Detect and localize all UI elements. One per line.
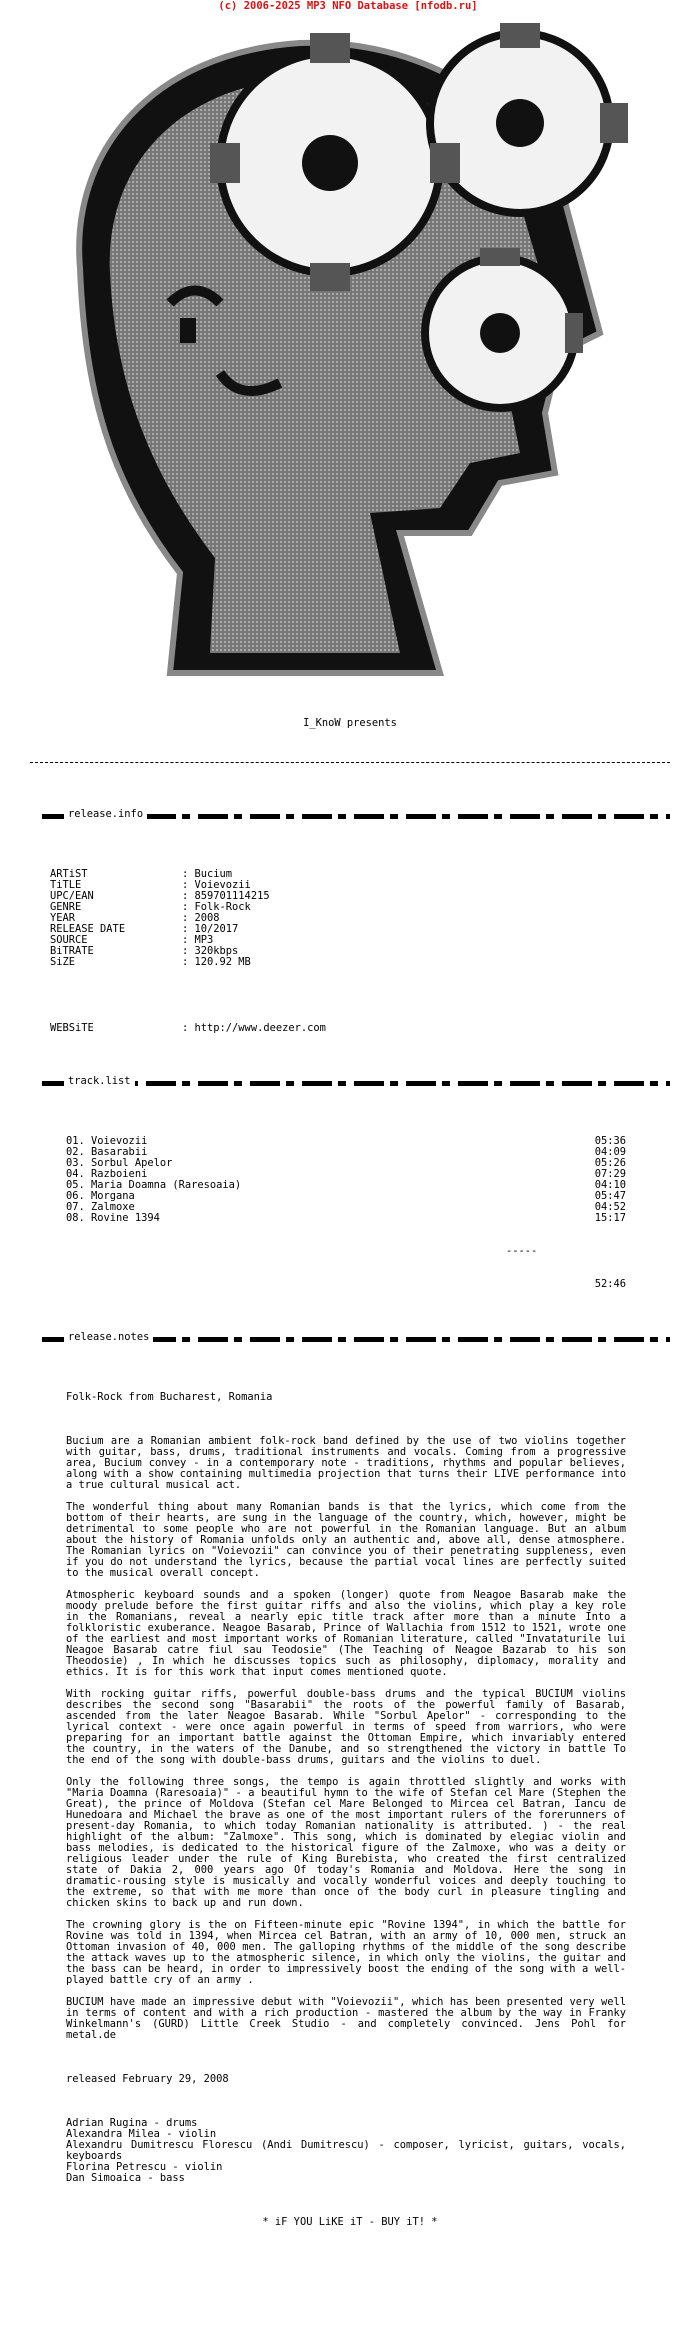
track-duration: 04:10 <box>594 1179 626 1191</box>
notes-subtitle: Folk-Rock from Bucharest, Romania <box>66 1391 273 1403</box>
track-title: 08. Rovine 1394 <box>66 1212 160 1224</box>
info-key: GENRE <box>50 901 82 913</box>
section-track-list <box>30 1073 670 1095</box>
release-notes-body <box>30 1436 670 2041</box>
info-key: SOURCE <box>50 934 88 946</box>
release-info-row <box>30 913 670 924</box>
notes-paragraph: Only the following three songs, the tempo is again throttled slightly and works with "Maria Doamna (Raresoaia)" - a beautiful hymn to the wife of Stefan cel Mare (Stephen the Great), the prince of Moldova (Stefan cel Mare Belonged to Mircea cel Batran, Iancu de Hunedoara and Michael the brave as one of the most important rulers of the forerunners of present-day Romania, to which today Romanian nationality is attributed. ) - the real highlight of the album: "Zalmoxe". This song, which is dominated by elegiac violin and bass melodies, is dedicated to the historical figure of the Zalmoxe, who was a deity or religious leader under the rule of King Burebista, who created the first centralized state of Dakia 2, 000 years ago Of today's Romania and Moldova. Here the song in dramatic-rousing style is musically and vocally wonderful voices and deeply touching to the extreme, so that with me more than once of the body curl in pleasure tingling and chicken skins to back up and run down. <box>66 1776 626 1909</box>
notes-paragraph: Atmospheric keyboard sounds and a spoken (longer) quote from Neagoe Basarab make the moody prelude before the first guitar riffs and also the violins, which play a key role in the Romanians, reveal a nearly epic title track after more than a minute Into a folkloristic exuberance. Neagoe Basarab, Prince of Wallachia from 1512 to 1521, wrote one of the earliest and most important works of Romanian literature, called "Invataturile lui Neagoe Basarab catre fiul sau Teodosie" (The Teaching of Neagoe Bazarab to his son Theodosie) , In which he discusses topics such as philosophy, diplomacy, morality and ethics. It is for this work that input comes mentioned quote. <box>66 1589 626 1678</box>
total-duration: 52:46 <box>594 1278 626 1290</box>
notes-paragraph: The wonderful thing about many Romanian bands is that the lyrics, which come from the bottom of their hearts, are sung in the language of the country, which, however, might be detrimental to some people who are not powerful in the Romanian language. But an album about the history of Romania unfolds only an authentic and, above all, dense atmosphere. The Romanian lyrics on "Voievozii" can convince you of their penetrating suppleness, even if you do not understand the lyrics, because the partial vocal lines are perfectly suited to the musical overall concept. <box>66 1501 626 1579</box>
credits-list <box>30 2118 626 2184</box>
track-title: 03. Sorbul Apelor <box>66 1157 173 1169</box>
section-release-notes <box>30 1329 670 1351</box>
track-duration: 05:26 <box>594 1157 626 1169</box>
info-key: WEBSiTE <box>50 1022 94 1034</box>
section-label: track.list <box>64 1076 135 1087</box>
info-key: UPC/EAN <box>50 890 94 902</box>
notes-paragraph: BUCIUM have made an impressive debut with "Voievozii", which has been presented very well in terms of content and with a rich production - mastered the album by the way in Franky Winkelmann's (GURD) Little Creek Studio - and completely convinced. Jens Pohl for metal.de <box>66 1996 626 2041</box>
track-title: 07. Zalmoxe <box>66 1201 135 1213</box>
info-value: : 10/2017 <box>182 923 239 935</box>
credit-line: Dan Simoaica - bass <box>66 2172 185 2184</box>
track-title: 04. Razboieni <box>66 1168 148 1180</box>
release-info-row <box>30 935 670 946</box>
section-bar-decoration <box>42 1081 670 1086</box>
section-release-info <box>30 806 670 828</box>
credit-line: Adrian Rugina - drums <box>66 2117 198 2129</box>
release-info-row <box>30 869 670 880</box>
nfo-content <box>30 696 670 2239</box>
track-duration: 05:36 <box>594 1135 626 1147</box>
track-duration: 04:52 <box>594 1201 626 1213</box>
info-value: : Bucium <box>182 868 233 880</box>
track-title: 02. Basarabii <box>66 1146 148 1158</box>
ascii-art-head-gears <box>0 13 696 693</box>
release-info-row <box>30 957 670 968</box>
release-info-row <box>30 946 670 957</box>
info-value: : 120.92 MB <box>182 956 251 968</box>
info-value: : 2008 <box>182 912 220 924</box>
info-value: : MP3 <box>182 934 214 946</box>
presents-title: I_KnoW presents <box>303 717 397 729</box>
info-key: ARTiST <box>50 868 88 880</box>
copyright-header: (c) 2006-2025 MP3 NFO Database [nfodb.ru] <box>218 0 478 12</box>
total-row <box>30 1279 670 1290</box>
track-row <box>30 1213 670 1224</box>
track-title: 05. Maria Doamna (Raresoaia) <box>66 1179 242 1191</box>
info-key: RELEASE DATE <box>50 923 126 935</box>
release-info-list <box>30 869 670 968</box>
info-key: TiTLE <box>50 879 82 891</box>
info-key: BiTRATE <box>50 945 94 957</box>
credit-line: Alexandra Milea - violin <box>66 2128 217 2140</box>
release-info-row <box>30 902 670 913</box>
info-value: : Voievozii <box>182 879 251 891</box>
track-duration: 07:29 <box>594 1168 626 1180</box>
footer-tagline: * iF YOU LiKE iT - BUY iT! * <box>262 2216 438 2228</box>
info-key: SiZE <box>50 956 76 968</box>
info-key: YEAR <box>50 912 76 924</box>
notes-paragraph: The crowning glory is the on Fifteen-minute epic "Rovine 1394", in which the battle for Rovine was told in 1394, when Mircea cel Batran, with an army of 10, 000 men, struck an Ottoman invasion of 40, 000 men. The galloping rhythms of the middle of the song describe the attack waves up to the atmospheric silence, in which only the violins, the guitar and the bass can be heard, in order to impressively boost the ending of the song with a well-played battle cry of an army . <box>66 1919 626 1986</box>
track-duration: 04:09 <box>594 1146 626 1158</box>
website-row <box>30 1023 670 1034</box>
credit-line: Florina Petrescu - violin <box>66 2161 223 2173</box>
credit-line: Alexandru Dumitrescu Florescu (Andi Dumitrescu) - composer, lyricist, guitars, vocals, keyboards <box>66 2139 626 2162</box>
release-info-row <box>30 924 670 935</box>
info-value: : 320kbps <box>182 945 239 957</box>
divider <box>30 751 670 763</box>
release-date: released February 29, 2008 <box>66 2073 229 2085</box>
release-info-row <box>30 880 670 891</box>
track-duration: 05:47 <box>594 1190 626 1202</box>
info-value: : http://www.deezer.com <box>182 1022 326 1034</box>
track-title: 01. Voievozii <box>66 1135 148 1147</box>
release-info-row <box>30 891 670 902</box>
notes-paragraph: With rocking guitar riffs, powerful double-bass drums and the typical BUCIUM violins describes the second song "Basarabii" the roots of the powerful family of Basarab, ascended from the later Neagoe Basarab. While "Sorbul Apelor" - corresponding to the lyrical context - were once again powerful in terms of speed from warriors, who were preparing for an important battle against the Ottoman Empire, which invariably entered the country, in the waters of the Danube, and so strengthened the victory in battle To the end of the song with double-bass drums, guitars and the violins to duel. <box>66 1688 626 1766</box>
notes-paragraph: Bucium are a Romanian ambient folk-rock band defined by the use of two violins together with guitar, bass, drums, traditional instruments and vocals. Coming from a progressive area, Bucium convey - in a contemporary note - traditions, rhythms and popular believes, along with a show containing multimedia projection that turns their LIVE performance into a true cultural musical act. <box>66 1435 626 1491</box>
track-duration: 15:17 <box>594 1212 626 1224</box>
info-value: : 859701114215 <box>182 890 270 902</box>
section-label: release.info <box>64 809 147 820</box>
track-title: 06. Morgana <box>66 1190 135 1202</box>
track-list <box>30 1136 670 1224</box>
section-label: release.notes <box>64 1332 153 1343</box>
info-value: : Folk-Rock <box>182 901 251 913</box>
total-separator: ----- <box>506 1245 538 1257</box>
